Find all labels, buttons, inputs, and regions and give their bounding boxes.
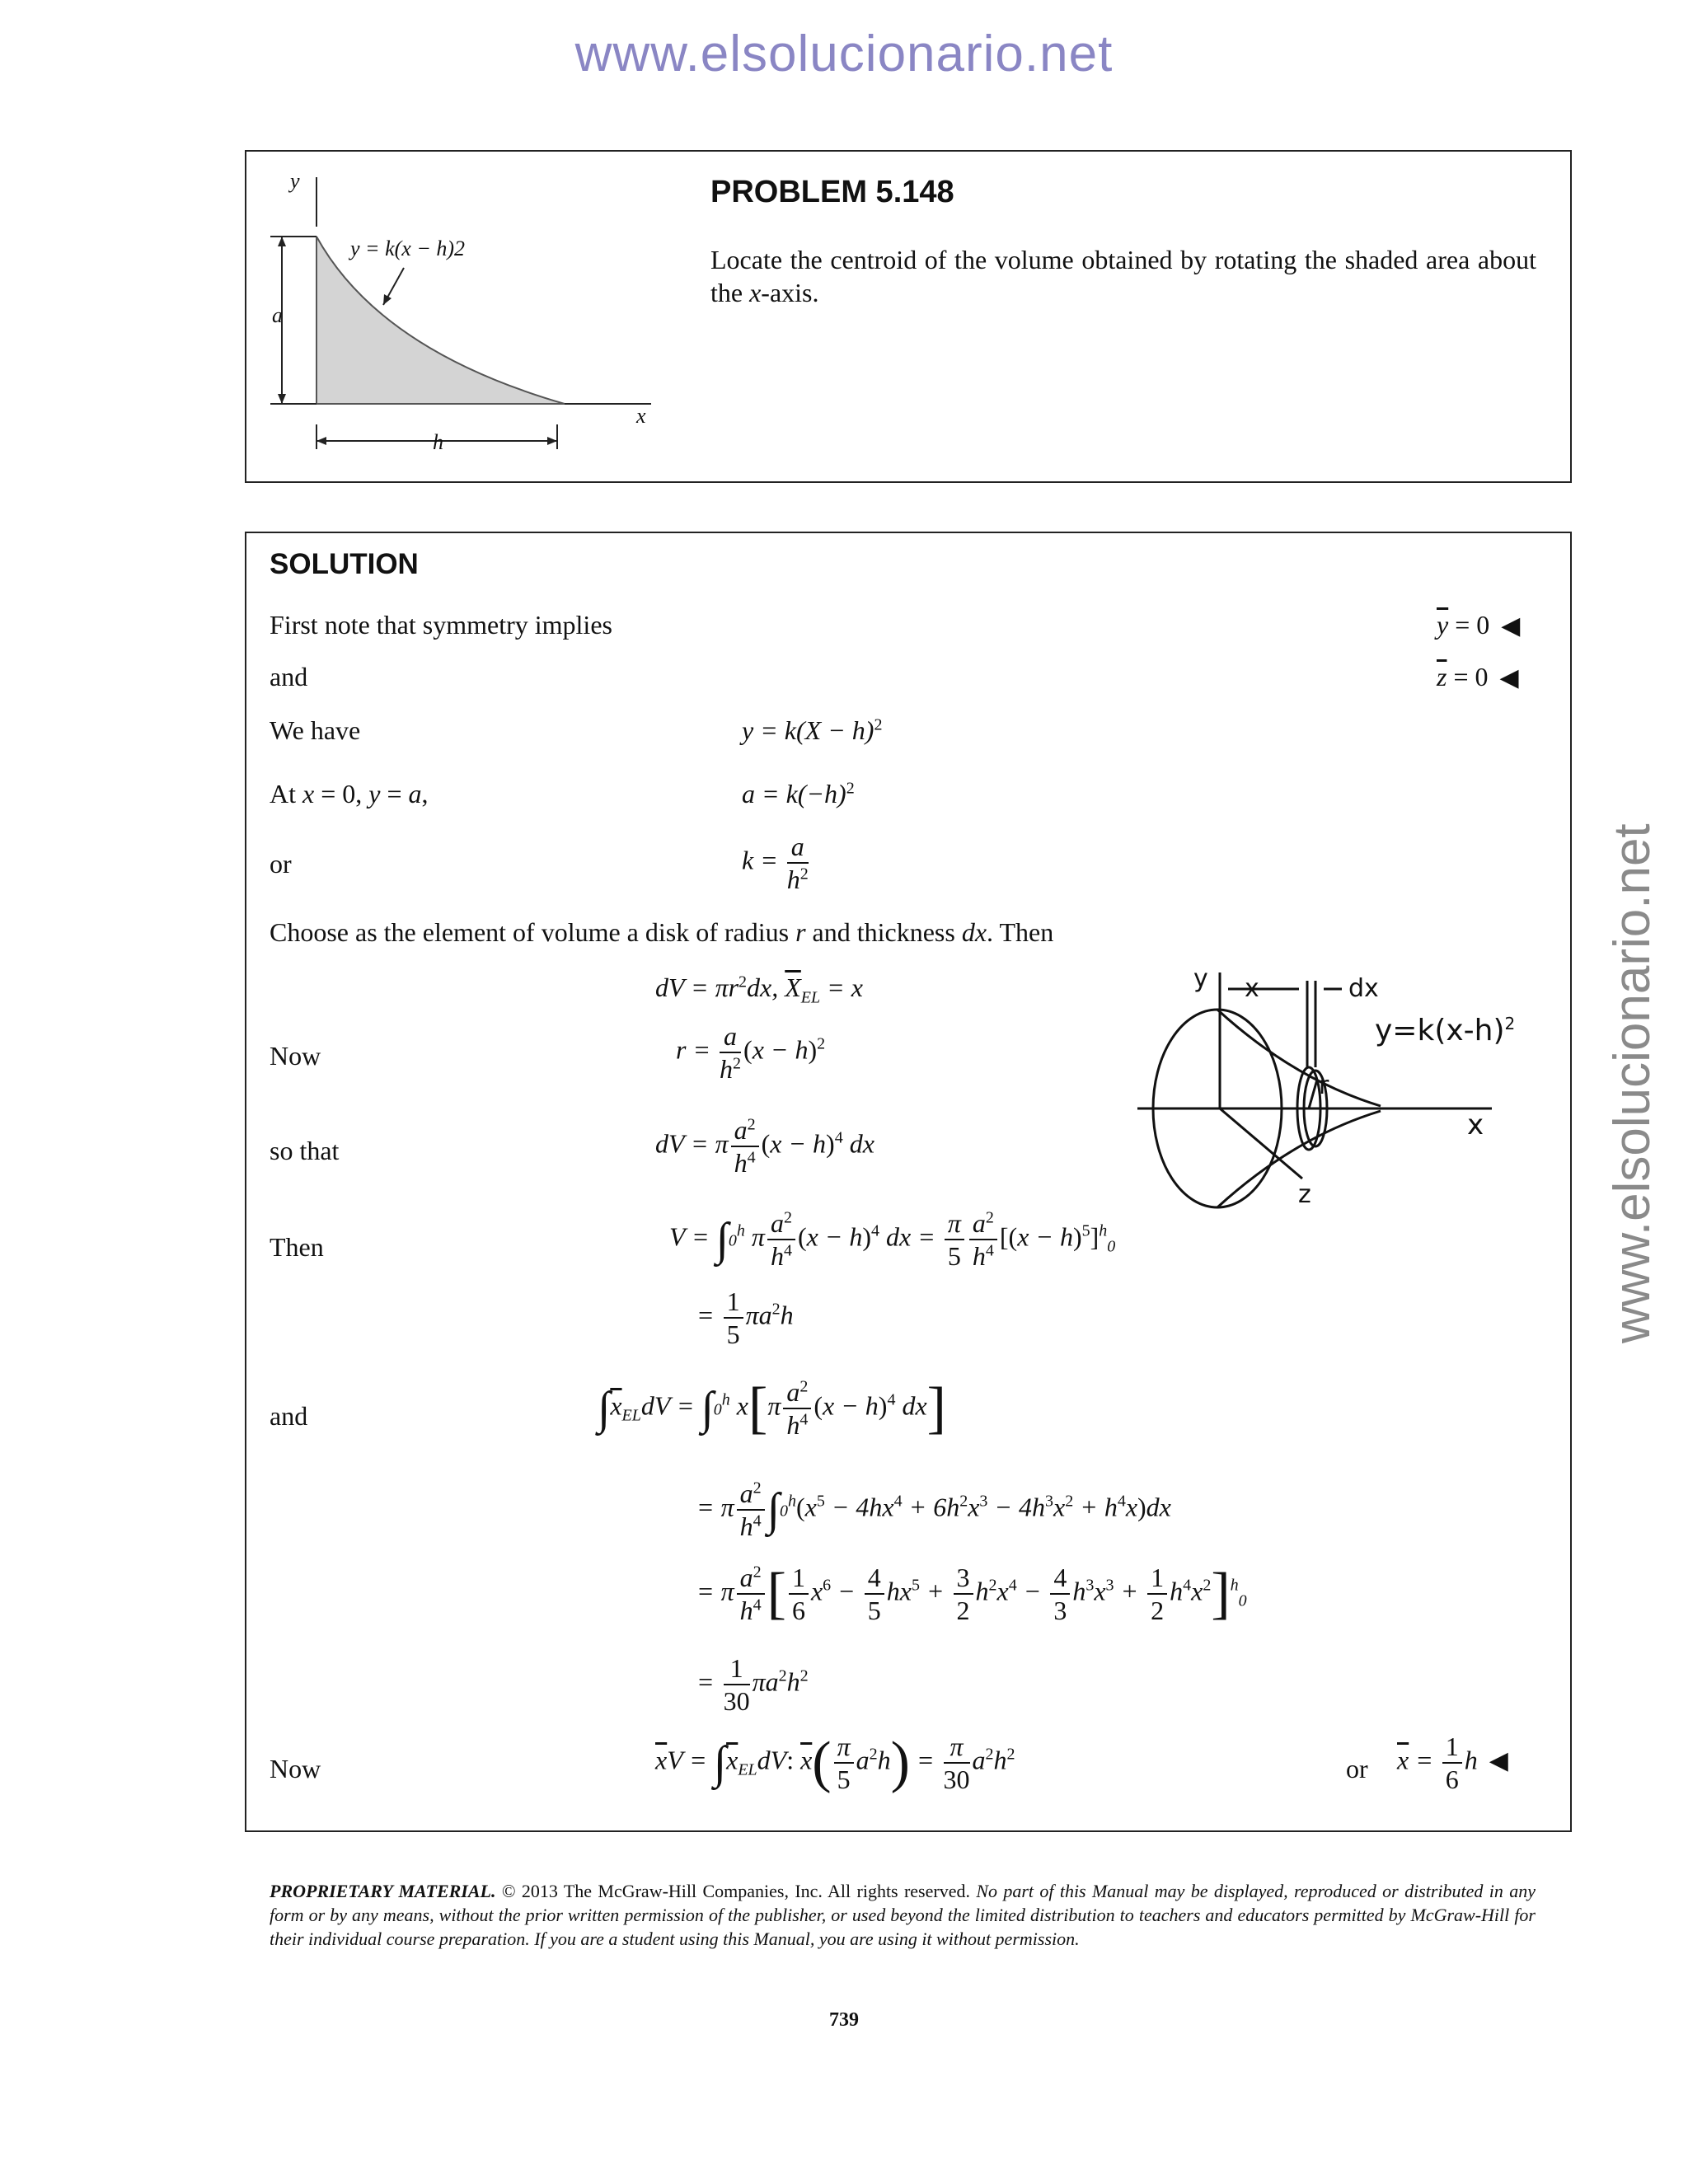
solution-title: SOLUTION <box>270 548 419 580</box>
problem-title: PROBLEM 5.148 <box>710 175 954 209</box>
sol-or-final: or <box>1346 1754 1368 1783</box>
page-number: 739 <box>829 2009 859 2031</box>
sketch-x-top: x <box>1245 974 1259 1003</box>
eq-curve: $y = k(X - h)^2$ <box>742 715 883 745</box>
sol-sothat: so that <box>270 1136 340 1165</box>
eq-dV2: dV = π $\frac{a^2}{h^4}$ $(x - h)^4$ dx <box>655 1115 874 1178</box>
eq-moment4: = $\frac{1}{30}$ $\pi a^2h^2$ <box>696 1653 809 1716</box>
fig-a-label: a <box>272 303 283 327</box>
eq-V2: = $\frac{1}{5}$ $\pi a^2h$ <box>696 1286 794 1349</box>
sketch-z: z <box>1298 1180 1311 1209</box>
sketch-dx: dx <box>1348 974 1379 1003</box>
eq-r: r = $\frac{a}{h^2}$ $(x - h)^2$ <box>676 1021 826 1084</box>
sol-line2: and <box>270 662 308 691</box>
eq-a: $a = k(-h)^2$ <box>742 779 855 808</box>
sol-and2: and <box>270 1401 308 1431</box>
sketch-eq: $y=k(x-h)^2$ <box>1375 1014 1516 1047</box>
watermark-top: www.elsolucionario.net <box>574 26 1114 82</box>
eq-moment3: = π $\frac{a^2}{h^4}$ [ $\frac{1}{6}$ $x^6$ − $\frac{4}{5}$ $hx^5$ + $\frac{3}{2}$ $h^2x^4$ − $\frac{4}{3}$ $h^3x^3$ + $\frac{1}{2}$ $h^4x^2]^h_0$ <box>696 1562 1247 1625</box>
eq-final: $\overline{x}V = \int\overline{x}_{EL}dV$: $\overline{x}$( $\frac{\pi}{5}$ $a^2h$) = $\frac{\pi}{30}$ $a^2h^2$ <box>655 1731 1015 1794</box>
footer-copyright: PROPRIETARY MATERIAL. © 2013 The McGraw-Hill Companies, Inc. All rights reserved. No part of this Manual may be displayed, reproduced or distributed in any form or by any means, without the prior written permission of the publisher, or used beyond the limited distribution to teachers and educators permitted by McGraw-Hill for their individual course preparation. If you are a student using this Manual, you are using it without permission. <box>270 1881 1536 1949</box>
sol-line3: We have <box>270 715 361 745</box>
sol-line6: Choose as the element of volume a disk of radius r and thickness dx. Then <box>270 917 1054 947</box>
problem-figure <box>256 161 668 474</box>
result-zbar: $\overline{z} = 0$ ◀ <box>1437 662 1519 691</box>
sketch-x-axis: x <box>1467 1108 1484 1141</box>
shaded-area <box>316 237 565 404</box>
sol-line1: First note that symmetry implies <box>270 610 612 640</box>
eq-moment2: = π $\frac{a^2}{h^4}$ $\int 0^h(x^5 - 4hx^4 + 6h^2x^3 - 4h^3x^2 + h^4x)dx$ <box>696 1479 1171 1541</box>
fig-h-label: h <box>433 430 443 454</box>
fig-y-label: y <box>290 169 300 193</box>
eq-moment: $\int\overline{x}_{EL}dV = \int 0^h$ x[π $\frac{a^2}{h^4}$ $(x - h)^4$ dx] <box>598 1376 946 1440</box>
eq-V: $V = \int 0^h$ π $\frac{a^2}{h^4}$ $(x - h)^4$ dx = $\frac{\pi}{5}$ $\frac{a^2}{h^4}$ $[(x - h)^5]^h_0$ <box>669 1208 1116 1271</box>
sol-line4: At x = 0, y = a, <box>270 779 429 808</box>
sol-then: Then <box>270 1232 324 1262</box>
result-ybar: $\overline{y} = 0$ ◀ <box>1437 610 1521 640</box>
watermark-side: www.elsolucionario.net <box>1604 823 1661 1343</box>
sketch-r: r <box>1319 1071 1329 1100</box>
sketch-y: y <box>1193 964 1208 993</box>
sol-line5: or <box>270 849 292 879</box>
result-xbar: $\overline{x}$ = $\frac{1}{6}$ h ◀ <box>1397 1732 1508 1794</box>
sol-now2: Now <box>270 1754 321 1783</box>
eq-dV: dV = $\pi r^2dx$, $\overline{X}_{EL} = x$ <box>655 972 863 1007</box>
fig-x-label: x <box>636 404 646 428</box>
fig-curve-label: y = k(x − h)2 <box>350 237 466 260</box>
eq-k: k = $\frac{a}{h^2}$ <box>742 832 809 894</box>
problem-text: Locate the centroid of the volume obtained by rotating the shaded area about the x-axis. <box>710 245 1536 307</box>
sol-now1: Now <box>270 1041 321 1071</box>
